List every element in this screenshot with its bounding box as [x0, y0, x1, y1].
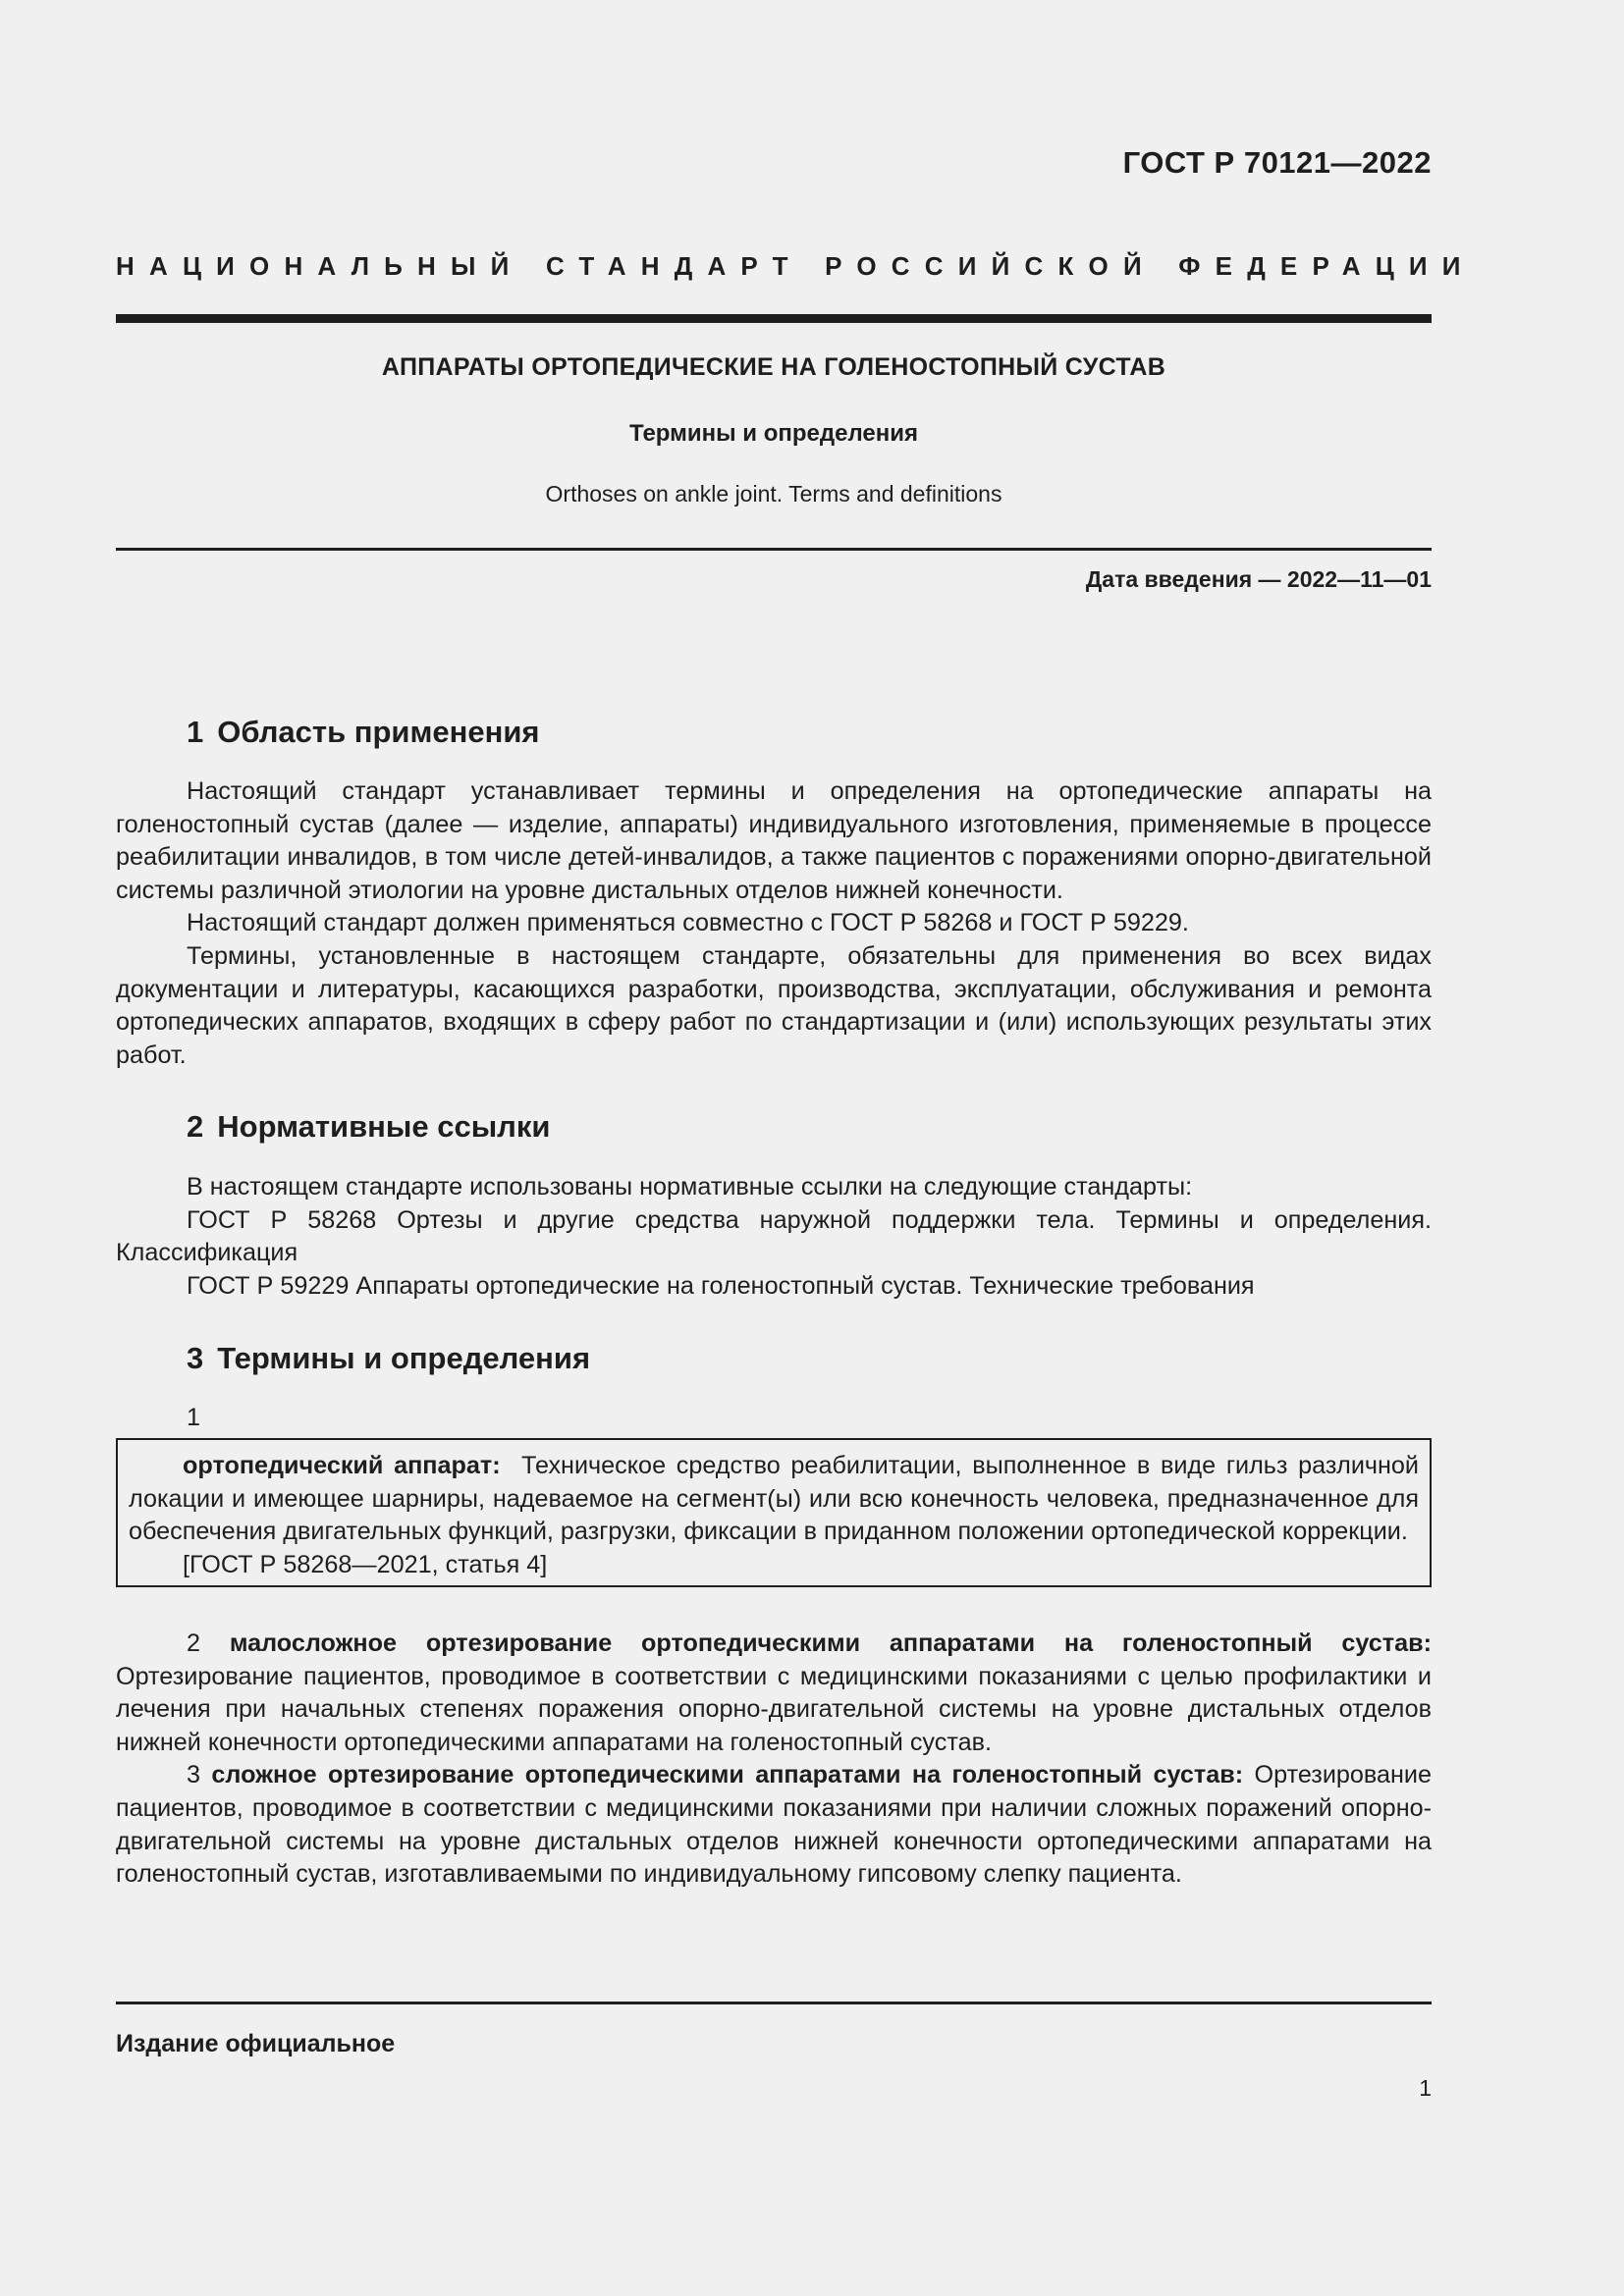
term-entry — [129, 1450, 1419, 1549]
document-subtitle: Термины и определения — [628, 420, 919, 447]
paragraph: Настоящий стандарт устанавливает термины и определения на ортопедические аппараты на голеностопный сустав (далее — изделие, аппараты) индивидуального изготовления, применяемые в процессе реабилитации инвалидов, в том числе детей-инвалидов, а также пациентов с поражениями опорно-двигательной системы различной этиологии на уровне дистальных отделов нижней конечности. — [116, 777, 1432, 904]
section-number: 1 — [187, 715, 204, 749]
document-number: ГОСТ Р 70121—2022 — [1122, 145, 1432, 180]
paragraph: Настоящий стандарт должен применяться совместно с ГОСТ Р 58268 и ГОСТ Р 59229. — [187, 909, 1189, 937]
normative-reference: ГОСТ Р 59229 Аппараты ортопедические на голеностопный сустав. Технические требования — [187, 1271, 1255, 1300]
header-divider-thick — [116, 314, 1432, 323]
section-number: 3 — [187, 1341, 204, 1375]
section-1-heading — [187, 715, 540, 750]
term-number: 3 — [187, 1761, 201, 1789]
term-definition: Техническое средство реабилитации, выполненное в виде гильз различной локации и имеющее шарниры, надеваемое на сегмент(ы) или всю конечность человека, предназначенное для обеспечения двигательных функций, разгрузки, фиксации в приданном положении ортопедической коррекции. — [129, 1452, 1420, 1546]
english-title: Orthoses on ankle joint. Terms and definitions — [545, 481, 1002, 507]
term-source: [ГОСТ Р 58268—2021, статья 4] — [183, 1550, 548, 1578]
introduction-date: Дата введения — 2022—11—01 — [1085, 566, 1432, 592]
document-page — [116, 0, 1476, 2296]
national-standard-banner: НАЦИОНАЛЬНЫЙ СТАНДАРТ РОССИЙСКОЙ ФЕДЕРАЦИИ — [116, 251, 1476, 281]
normative-reference: ГОСТ Р 58268 Ортезы и другие средства наружной поддержки тела. Термины и определения. Классификация — [116, 1205, 1432, 1267]
section-3-terms — [116, 1628, 1432, 1892]
section-title: Термины и определения — [217, 1341, 591, 1375]
footer-divider — [116, 2002, 1432, 2004]
title-divider — [116, 548, 1432, 551]
term-definition: Ортезирование пациентов, проводимое в соответствии с медицинскими показаниями при наличии сложных поражений опорно-двигательной системы на уровне дистальных отделов нижней конечности ортопедическими аппаратами на голеностопный сустав, изготавливаемыми по индивидуальному гипсовому слепку пациента. — [116, 1761, 1433, 1889]
term-number: 1 — [187, 1404, 201, 1431]
section-number: 2 — [187, 1109, 204, 1144]
term-number: 2 — [187, 1629, 201, 1657]
section-3-heading — [187, 1341, 590, 1376]
edition-label: Издание официальное — [116, 2030, 396, 2057]
paragraph: Термины, установленные в настоящем стандарте, обязательны для применения во всех видах документации и литературы, касающихся разработки, производства, эксплуатации, обслуживания и ремонта ортопедических аппаратов, входящих в сферу работ по стандартизации и (или) использующих результаты этих работ. — [116, 941, 1432, 1069]
term-name: ортопедический аппарат: — [183, 1452, 501, 1479]
section-title: Нормативные ссылки — [217, 1109, 551, 1144]
term-name: малосложное ортезирование ортопедическими аппаратами на голеностопный сустав: — [229, 1629, 1433, 1657]
section-title: Область применения — [217, 715, 540, 749]
section-2-body — [116, 1171, 1432, 1303]
document-title: АППАРАТЫ ОРТОПЕДИЧЕСКИЕ НА ГОЛЕНОСТОПНЫЙ СУСТАВ — [381, 353, 1166, 381]
term-entry — [116, 1759, 1432, 1891]
section-1-body — [116, 775, 1432, 1072]
page-number: 1 — [1419, 2075, 1432, 2101]
term-box — [116, 1438, 1432, 1587]
paragraph: В настоящем стандарте использованы нормативные ссылки на следующие стандарты: — [187, 1173, 1193, 1201]
section-2-heading — [187, 1109, 550, 1145]
term-name: сложное ортезирование ортопедическими аппаратами на голеностопный сустав: — [211, 1761, 1244, 1789]
term-definition: Ортезирование пациентов, проводимое в соответствии с медицинскими показаниями с целью профилактики и лечения при начальных степенях поражения опорно-двигательной системы на уровне дистальных отделов нижней конечности ортопедическими аппаратами на голеностопный сустав. — [116, 1662, 1432, 1756]
term-entry — [116, 1628, 1432, 1759]
